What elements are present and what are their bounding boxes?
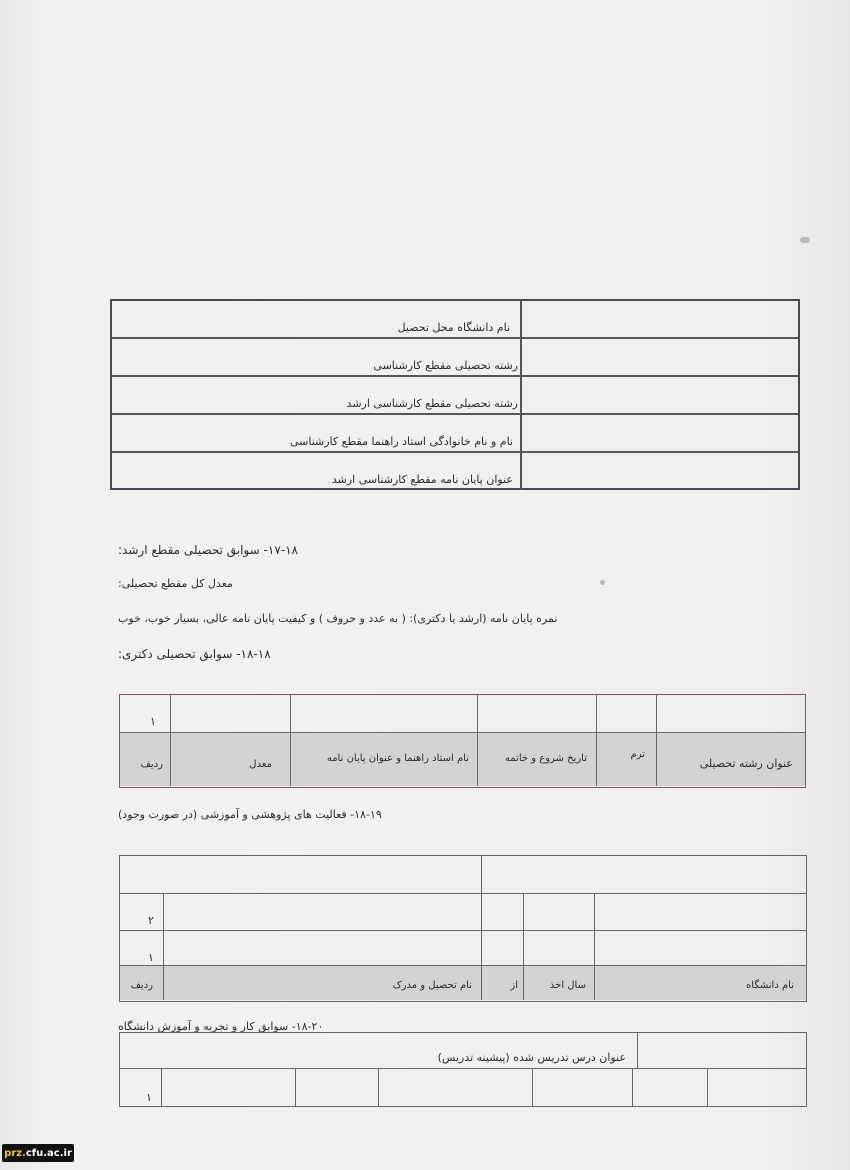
teaching-table [119,1032,807,1107]
site-watermark-logo [2,1144,74,1162]
table-row [120,894,806,931]
column-header: عنوان درس تدریس شده (پیشینه تدریس) [437,1051,626,1064]
table-row [120,1033,806,1069]
column-header: از [510,980,518,991]
column-header: نام استاد راهنما و عنوان پایان نامه [326,753,469,764]
table-row [120,856,806,894]
row-number: ۲ [148,914,154,927]
column-header: ترم [630,749,645,760]
table-row [120,1069,806,1106]
research-table [119,855,807,1002]
education-info-table [110,299,800,490]
row-label: نام و نام خانوادگی استاد راهنما مقطع کارشناسی [289,435,513,448]
row-number: ۱ [148,951,154,964]
watermark-domain: cfu.ac.ir [25,1147,72,1159]
section-heading: ۱۸-۱۹- فعالیت های پژوهشی و آموزشی (در صورت وجود) [118,808,382,821]
column-header: معدل [249,759,272,770]
paper-mark [800,237,810,243]
row-number: ۱ [146,1091,152,1104]
table-header-row [120,966,806,1000]
column-header: نام تحصیل و مدرک [392,980,472,991]
section-heading: ۱۷-۱۸- سوابق تحصیلی مقطع ارشد: [118,543,298,557]
column-header: عنوان رشته تحصیلی [699,757,793,770]
table-row [120,931,806,966]
watermark-prefix: prz. [4,1147,26,1159]
table-row [112,339,798,377]
table-header-row [120,733,805,786]
section-line: نمره پایان نامه (ارشد یا دکتری): ( به عدد و حروف ) و کیفیت پایان نامه عالی، بسیار خوب، خوب [118,612,558,625]
table-row [112,377,798,415]
column-header: نام دانشگاه [746,980,794,991]
column-header: ردیف [130,980,153,991]
column-header: سال اخذ [549,980,586,991]
section-heading: ۱۸-۱۸- سوابق تحصیلی دکتری: [118,647,271,661]
section-line: معدل کل مقطع تحصیلی: [118,577,233,590]
column-header: تاریخ شروع و خاتمه [504,753,587,764]
row-label: نام دانشگاه محل تحصیل [397,321,510,334]
table-row [112,453,798,490]
row-label: رشته تحصیلی مقطع کارشناسی ارشد [346,397,518,410]
doctorate-table [119,694,806,788]
column-header: ردیف [140,759,163,770]
table-row [120,695,805,733]
paper-mark [600,580,605,585]
row-number: ۱ [150,715,156,728]
table-row [112,301,798,339]
row-label: عنوان پایان نامه مقطع کارشناسی ارشد [331,473,513,486]
row-label: رشته تحصیلی مقطع کارشناسی [373,359,518,372]
section-heading: ۱۸-۲۰- سوابق کار و تجربه و آموزش دانشگاه [118,1020,324,1033]
table-row [112,415,798,453]
